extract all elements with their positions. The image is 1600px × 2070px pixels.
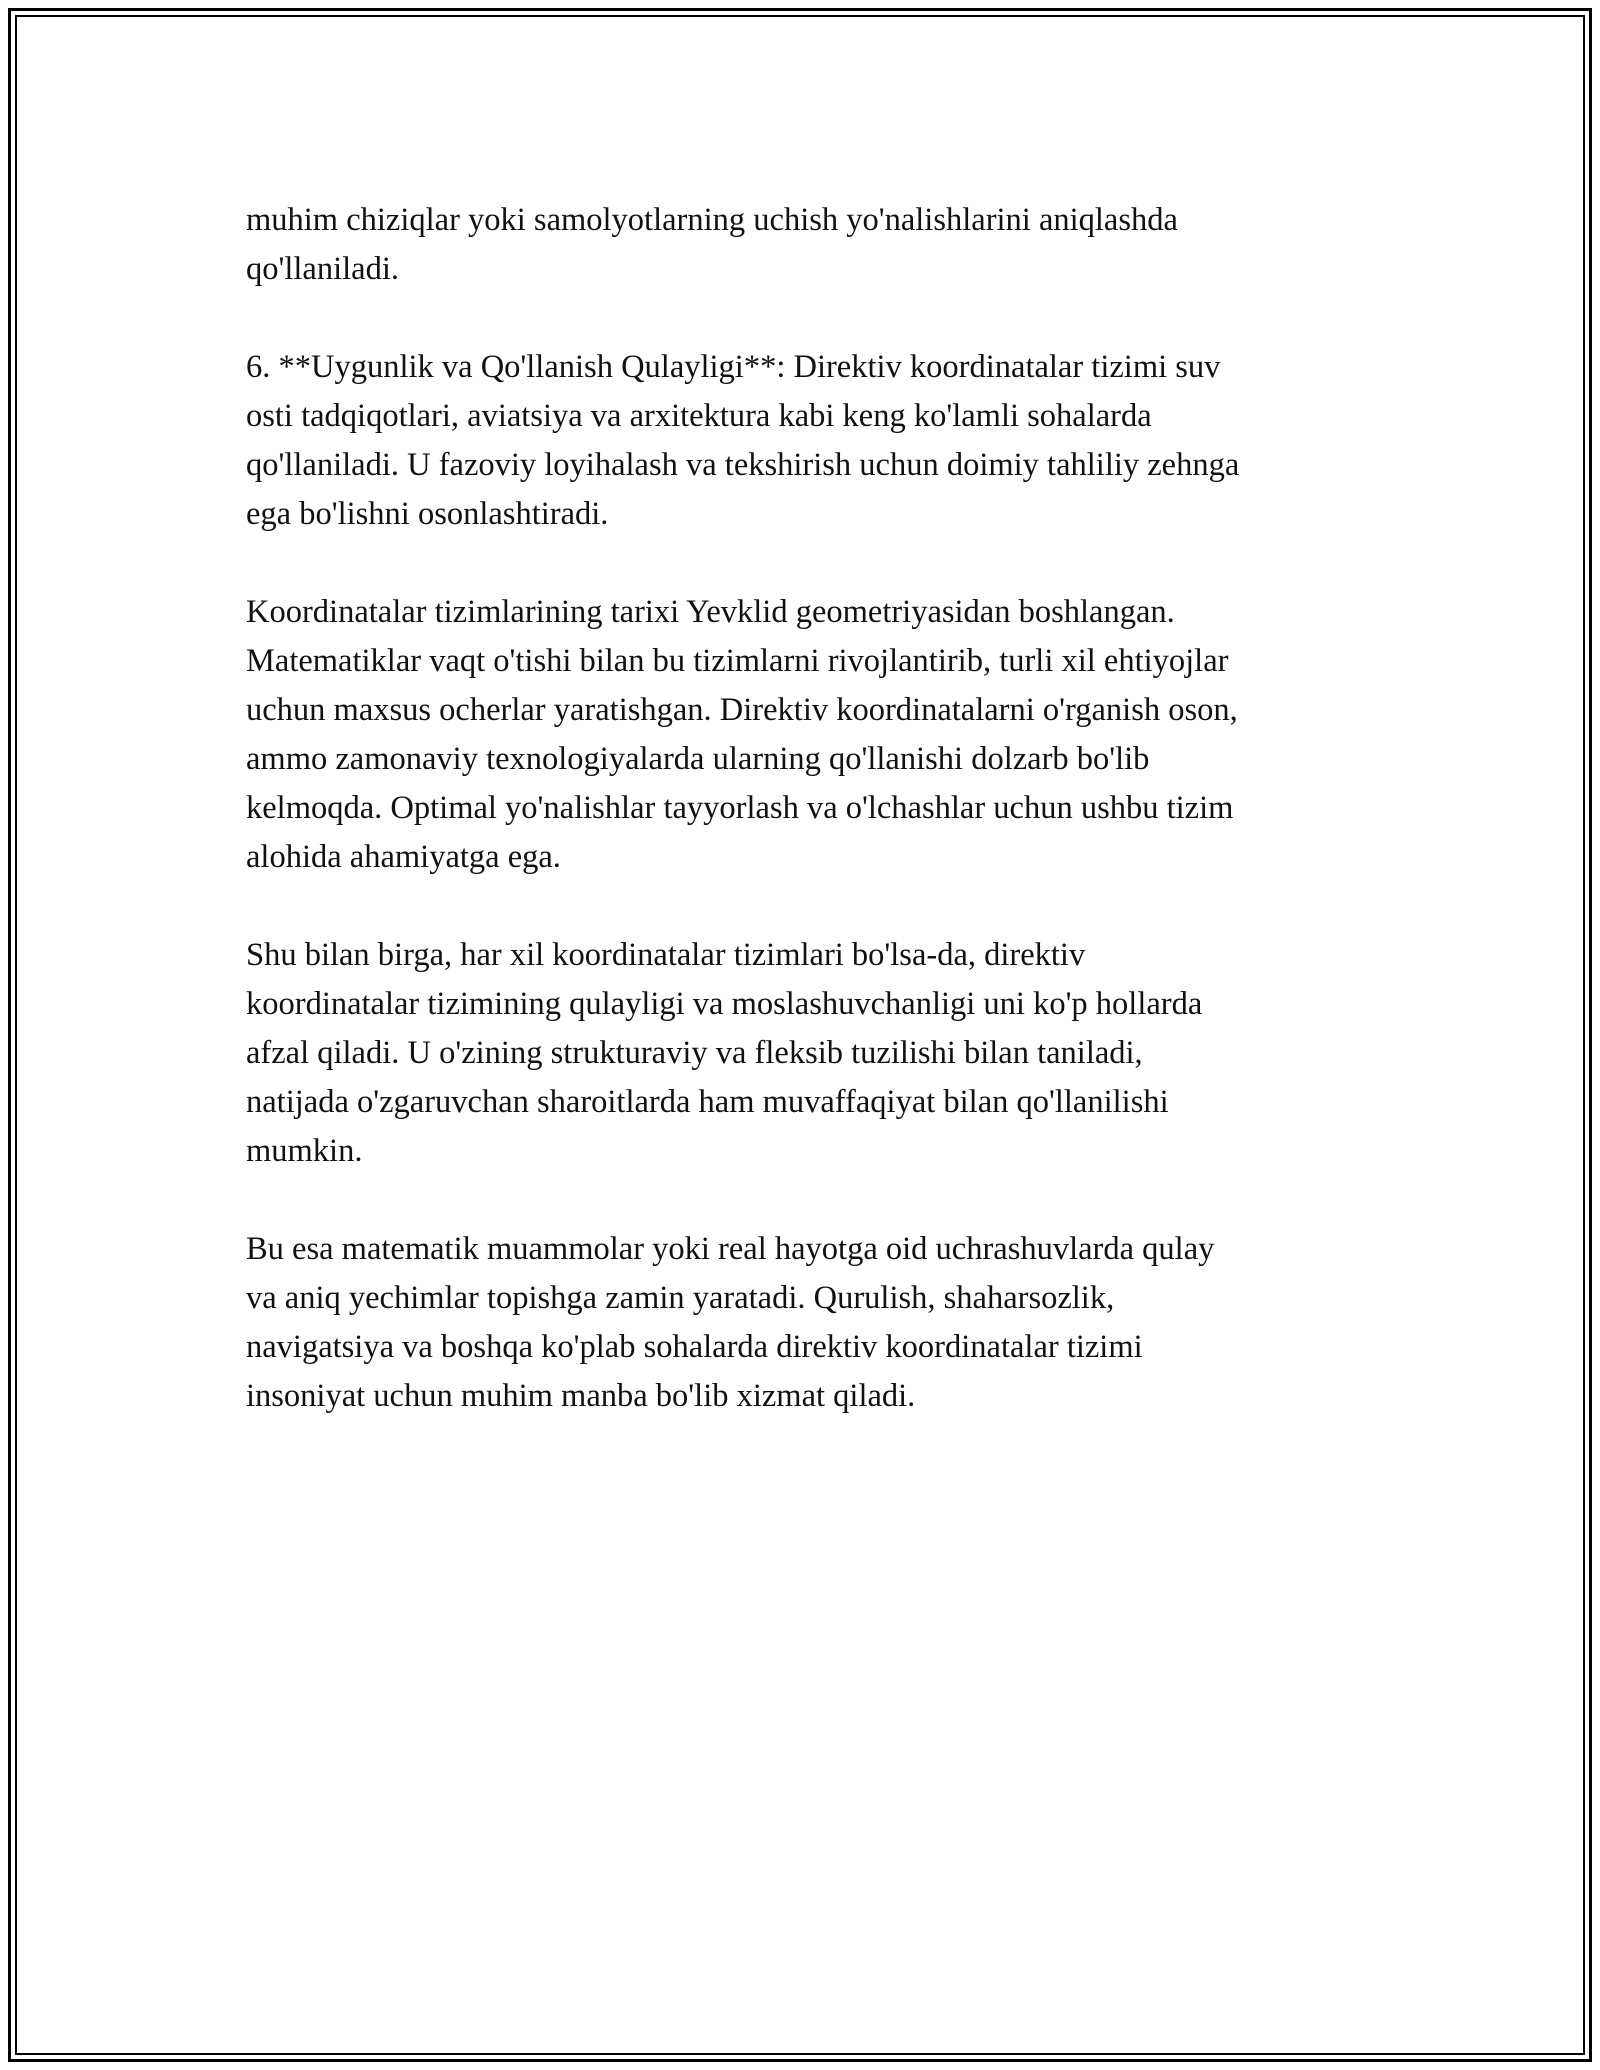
text-line: qo'llaniladi. U fazoviy loyihalash va tekshirish uchun doimiy tahliliy zehnga: [246, 447, 1240, 483]
text-line: Matematiklar vaqt o'tishi bilan bu tizimlarni rivojlantirib, turli xil ehtiyojlar: [246, 643, 1229, 679]
text-line: ega bo'lishni osonlashtiradi.: [246, 496, 609, 532]
text-line: mumkin.: [246, 1133, 363, 1169]
text-line: insoniyat uchun muhim manba bo'lib xizmat qiladi.: [246, 1378, 916, 1414]
text-line: ammo zamonaviy texnologiyalarda ularning qo'llanishi dolzarb bo'lib: [246, 741, 1150, 777]
text-line: Bu esa matematik muammolar yoki real hayotga oid uchrashuvlarda qulay: [246, 1231, 1215, 1267]
text-line: kelmoqda. Optimal yo'nalishlar tayyorlash va o'lchashlar uchun ushbu tizim: [246, 790, 1234, 826]
paragraph: [246, 931, 1376, 1176]
paragraph: [246, 196, 1376, 294]
text-line: muhim chiziqlar yoki samolyotlarning uchish yo'nalishlarini aniqlashda: [246, 202, 1178, 238]
paragraph: [246, 588, 1376, 882]
text-line: 6. **Uygunlik va Qo'llanish Qulayligi**: Direktiv koordinatalar tizimi suv: [246, 349, 1221, 385]
paragraph: [246, 343, 1376, 539]
page-border: [8, 8, 1592, 2062]
text-line: alohida ahamiyatga ega.: [246, 839, 561, 875]
text-line: navigatsiya va boshqa ko'plab sohalarda direktiv koordinatalar tizimi: [246, 1329, 1143, 1365]
text-line: osti tadqiqotlari, aviatsiya va arxitektura kabi keng ko'lamli sohalarda: [246, 398, 1152, 434]
text-line: afzal qiladi. U o'zining strukturaviy va fleksib tuzilishi bilan taniladi,: [246, 1035, 1143, 1071]
text-line: koordinatalar tizimining qulayligi va moslashuvchanligi uni ko'p hollarda: [246, 986, 1203, 1022]
text-line: Koordinatalar tizimlarining tarixi Yevklid geometriyasidan boshlangan.: [246, 594, 1175, 630]
text-line: natijada o'zgaruvchan sharoitlarda ham muvaffaqiyat bilan qo'llanilishi: [246, 1084, 1169, 1120]
text-line: Shu bilan birga, har xil koordinatalar tizimlari bo'lsa-da, direktiv: [246, 937, 1086, 973]
document-body: [246, 196, 1376, 1470]
text-line: qo'llaniladi.: [246, 251, 399, 287]
text-line: va aniq yechimlar topishga zamin yaratadi. Qurulish, shaharsozlik,: [246, 1280, 1115, 1316]
text-line: uchun maxsus ocherlar yaratishgan. Direktiv koordinatalarni o'rganish oson,: [246, 692, 1238, 728]
paragraph: [246, 1225, 1376, 1421]
